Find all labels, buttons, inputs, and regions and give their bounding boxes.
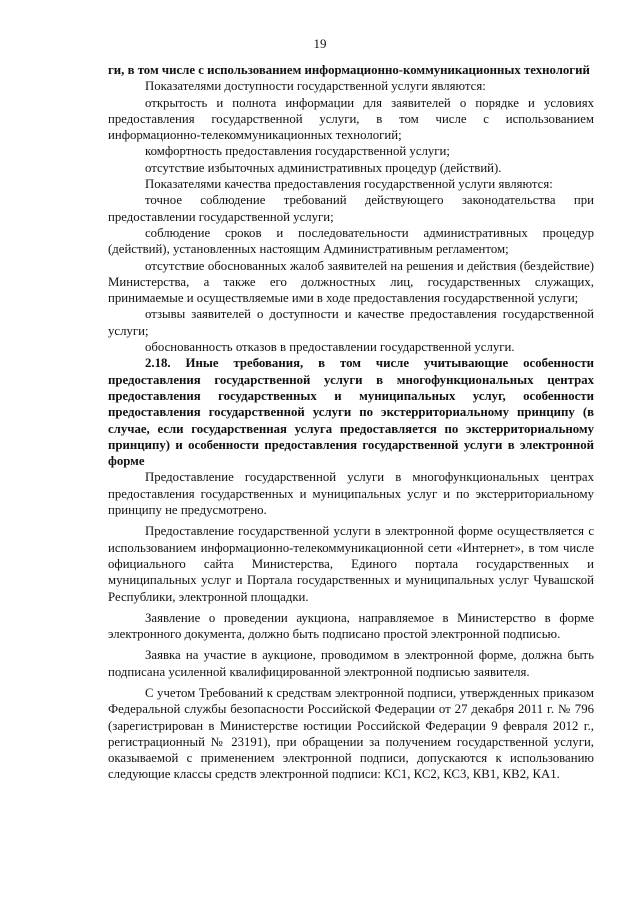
paragraph: открытость и полнота информации для заявителей о порядке и условиях предоставления государственной услуги, в том числе с использованием информационно-телекоммуникационных технологий; bbox=[108, 95, 594, 143]
paragraph: соблюдение сроков и последовательности административных процедур (действий), установленных настоящим Административным регламентом; bbox=[108, 225, 594, 257]
section-heading: 2.18. Иные требования, в том числе учитывающие особенности предоставления государственной услуги в многофункциональных центрах предоставления государственных и муниципальных услуг, особенности предоставления государственной услуги по экстерриториальному принципу (в случае, если государственная услуга предоставляется по экстерриториальному принципу) и особенности предоставления государственной услуги в электронной форме bbox=[108, 356, 594, 469]
paragraph: С учетом Требований к средствам электронной подписи, утвержденных приказом Федеральной службы безопасности Российской Федерации от 27 декабря 2011 г. № 796 (зарегистрирован в Министерстве юстиции Российской Федерации 9 февраля 2012 г., регистрационный № 23191), при обращении за получением государственной услуги, оказываемой с применением электронной подписи, допускаются к использованию следующие классы средств электронной подписи: КС1, КС2, КС3, КВ1, КВ2, КА1. bbox=[108, 685, 594, 782]
paragraph: отсутствие избыточных административных процедур (действий). bbox=[145, 160, 502, 175]
paragraph: Показателями качества предоставления государственной услуги являются: bbox=[145, 177, 553, 192]
section-heading: ги, в том числе с использованием информационно-коммуникационных технологий bbox=[108, 63, 590, 77]
paragraph: Предоставление государственной услуги в электронной форме осуществляется с использованием информационно-телекоммуникационной сети «Интернет», в том числе официального сайта Министерства, Единого портала государственных и муниципальных услуг и Портала государственных и муниципальных услуг Чувашской Республики, электронной площадки. bbox=[108, 524, 594, 604]
paragraph: Заявление о проведении аукциона, направляемое в Министерство в форме электронного документа, должно быть подписано простой электронной подписью. bbox=[108, 610, 594, 642]
paragraph: Предоставление государственной услуги в многофункциональных центрах предоставления государственных и муниципальных услуг и по экстерриториальному принципу не предусмотрено. bbox=[108, 470, 594, 518]
paragraph: Заявка на участие в аукционе, проводимом в электронной форме, должна быть подписана усиленной квалифицированной электронной подписью заявителя. bbox=[108, 648, 594, 679]
paragraph: обоснованность отказов в предоставлении государственной услуги. bbox=[145, 340, 515, 355]
page-number: 19 bbox=[313, 36, 327, 51]
paragraph: Показателями доступности государственной услуги являются: bbox=[145, 79, 486, 94]
paragraph: комфортность предоставления государственной услуги; bbox=[145, 144, 450, 159]
paragraph: точное соблюдение требований действующего законодательства при предоставлении государственной услуги; bbox=[108, 193, 594, 224]
paragraph: отсутствие обоснованных жалоб заявителей на решения и действия (бездействие) Министерства, а также его должностных лиц, государственных служащих, принимаемые и осуществляемые ими в ходе предоставления государственной услуги; bbox=[108, 258, 594, 306]
page-body bbox=[108, 62, 594, 783]
paragraph: отзывы заявителей о доступности и качестве предоставления государственной услуги; bbox=[108, 307, 594, 338]
